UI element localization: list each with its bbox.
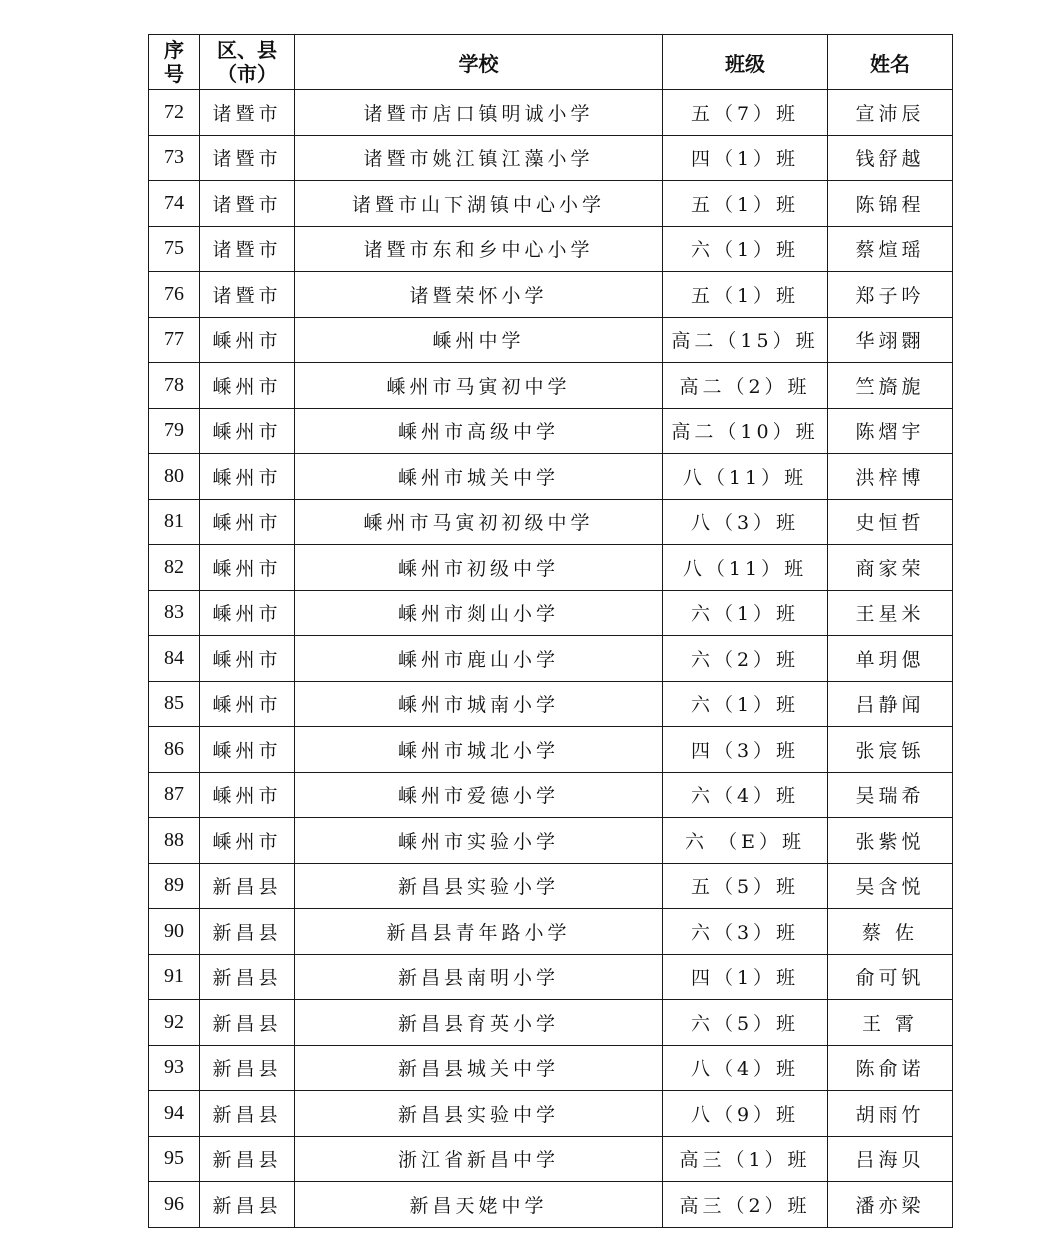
table-row xyxy=(149,1136,953,1182)
cell-district: 嵊州市 xyxy=(200,545,295,591)
cell-number: 83 xyxy=(149,590,200,636)
header-class: 班级 xyxy=(663,35,828,90)
cell-district: 嵊州市 xyxy=(200,681,295,727)
table-row xyxy=(149,1045,953,1091)
table-row xyxy=(149,681,953,727)
table-row xyxy=(149,818,953,864)
cell-number: 86 xyxy=(149,727,200,773)
cell-school: 新昌县城关中学 xyxy=(295,1045,663,1091)
cell-class: 六（1）班 xyxy=(663,590,828,636)
cell-district: 新昌县 xyxy=(200,954,295,1000)
cell-school: 嵊州市马寅初初级中学 xyxy=(295,499,663,545)
cell-name: 潘亦梁 xyxy=(828,1182,953,1228)
cell-number: 73 xyxy=(149,135,200,181)
cell-school: 嵊州市高级中学 xyxy=(295,408,663,454)
cell-name: 竺旖旎 xyxy=(828,363,953,409)
table-row xyxy=(149,1091,953,1137)
cell-district: 嵊州市 xyxy=(200,408,295,454)
cell-district: 嵊州市 xyxy=(200,499,295,545)
cell-class: 六（3）班 xyxy=(663,909,828,955)
cell-number: 96 xyxy=(149,1182,200,1228)
table-body xyxy=(149,90,953,1228)
cell-number: 90 xyxy=(149,909,200,955)
cell-district: 新昌县 xyxy=(200,1091,295,1137)
cell-number: 74 xyxy=(149,181,200,227)
cell-class: 六（1）班 xyxy=(663,226,828,272)
table-row xyxy=(149,1000,953,1046)
cell-name: 洪梓博 xyxy=(828,454,953,500)
cell-class: 五（1）班 xyxy=(663,272,828,318)
cell-district: 诸暨市 xyxy=(200,272,295,318)
cell-school: 诸暨市山下湖镇中心小学 xyxy=(295,181,663,227)
cell-number: 79 xyxy=(149,408,200,454)
cell-district: 嵊州市 xyxy=(200,772,295,818)
cell-school: 新昌县实验小学 xyxy=(295,863,663,909)
cell-name: 陈锦程 xyxy=(828,181,953,227)
cell-number: 82 xyxy=(149,545,200,591)
cell-school: 嵊州中学 xyxy=(295,317,663,363)
cell-number: 80 xyxy=(149,454,200,500)
table-row xyxy=(149,408,953,454)
cell-school: 新昌县南明小学 xyxy=(295,954,663,1000)
cell-name: 王 霄 xyxy=(828,1000,953,1046)
cell-number: 77 xyxy=(149,317,200,363)
cell-number: 78 xyxy=(149,363,200,409)
cell-school: 嵊州市城关中学 xyxy=(295,454,663,500)
table-row xyxy=(149,135,953,181)
cell-class: 六（1）班 xyxy=(663,681,828,727)
cell-name: 吕静闻 xyxy=(828,681,953,727)
cell-school: 新昌县育英小学 xyxy=(295,1000,663,1046)
cell-class: 八（4）班 xyxy=(663,1045,828,1091)
table-row xyxy=(149,1182,953,1228)
cell-class: 八（11）班 xyxy=(663,454,828,500)
cell-district: 诸暨市 xyxy=(200,135,295,181)
cell-name: 郑子吟 xyxy=(828,272,953,318)
cell-class: 高二（10）班 xyxy=(663,408,828,454)
cell-district: 诸暨市 xyxy=(200,181,295,227)
cell-district: 新昌县 xyxy=(200,909,295,955)
cell-number: 87 xyxy=(149,772,200,818)
cell-class: 六（5）班 xyxy=(663,1000,828,1046)
cell-class: 高二（15）班 xyxy=(663,317,828,363)
cell-number: 88 xyxy=(149,818,200,864)
cell-number: 89 xyxy=(149,863,200,909)
table-row xyxy=(149,954,953,1000)
cell-number: 94 xyxy=(149,1091,200,1137)
table-row xyxy=(149,226,953,272)
cell-school: 新昌天姥中学 xyxy=(295,1182,663,1228)
cell-name: 张宸铄 xyxy=(828,727,953,773)
cell-class: 八（3）班 xyxy=(663,499,828,545)
cell-name: 王星米 xyxy=(828,590,953,636)
header-row xyxy=(149,35,953,90)
table-row xyxy=(149,90,953,136)
cell-school: 嵊州市实验小学 xyxy=(295,818,663,864)
cell-number: 76 xyxy=(149,272,200,318)
cell-school: 嵊州市鹿山小学 xyxy=(295,636,663,682)
cell-class: 四（1）班 xyxy=(663,135,828,181)
cell-school: 诸暨荣怀小学 xyxy=(295,272,663,318)
table-row xyxy=(149,727,953,773)
cell-class: 高三（2）班 xyxy=(663,1182,828,1228)
cell-school: 诸暨市店口镇明诚小学 xyxy=(295,90,663,136)
cell-district: 新昌县 xyxy=(200,863,295,909)
cell-number: 84 xyxy=(149,636,200,682)
student-roster-table xyxy=(148,34,953,1228)
cell-district: 嵊州市 xyxy=(200,818,295,864)
cell-district: 诸暨市 xyxy=(200,90,295,136)
cell-name: 宣沛辰 xyxy=(828,90,953,136)
cell-name: 单玥偲 xyxy=(828,636,953,682)
cell-school: 新昌县青年路小学 xyxy=(295,909,663,955)
cell-name: 吴含悦 xyxy=(828,863,953,909)
cell-name: 张紫悦 xyxy=(828,818,953,864)
cell-number: 85 xyxy=(149,681,200,727)
cell-class: 四（3）班 xyxy=(663,727,828,773)
cell-class: 六（4）班 xyxy=(663,772,828,818)
cell-school: 嵊州市城南小学 xyxy=(295,681,663,727)
header-school: 学校 xyxy=(295,35,663,90)
table-row xyxy=(149,545,953,591)
cell-number: 93 xyxy=(149,1045,200,1091)
cell-class: 六 （E）班 xyxy=(663,818,828,864)
cell-school: 浙江省新昌中学 xyxy=(295,1136,663,1182)
cell-class: 高二（2）班 xyxy=(663,363,828,409)
table-row xyxy=(149,863,953,909)
cell-number: 72 xyxy=(149,90,200,136)
cell-name: 史恒哲 xyxy=(828,499,953,545)
cell-school: 新昌县实验中学 xyxy=(295,1091,663,1137)
header-district xyxy=(200,35,295,90)
cell-school: 嵊州市马寅初中学 xyxy=(295,363,663,409)
cell-class: 八（11）班 xyxy=(663,545,828,591)
cell-name: 蔡煊瑶 xyxy=(828,226,953,272)
cell-number: 92 xyxy=(149,1000,200,1046)
table-row xyxy=(149,590,953,636)
table-row xyxy=(149,772,953,818)
cell-name: 吕海贝 xyxy=(828,1136,953,1182)
cell-class: 八（9）班 xyxy=(663,1091,828,1137)
cell-district: 嵊州市 xyxy=(200,590,295,636)
table-row xyxy=(149,454,953,500)
cell-district: 嵊州市 xyxy=(200,727,295,773)
cell-district: 诸暨市 xyxy=(200,226,295,272)
header-name: 姓名 xyxy=(828,35,953,90)
cell-school: 嵊州市城北小学 xyxy=(295,727,663,773)
cell-name: 陈熠宇 xyxy=(828,408,953,454)
table-row xyxy=(149,909,953,955)
cell-district: 嵊州市 xyxy=(200,636,295,682)
cell-school: 诸暨市姚江镇江藻小学 xyxy=(295,135,663,181)
cell-name: 陈俞诺 xyxy=(828,1045,953,1091)
header-number xyxy=(149,35,200,90)
cell-name: 钱舒越 xyxy=(828,135,953,181)
cell-number: 81 xyxy=(149,499,200,545)
cell-school: 嵊州市剡山小学 xyxy=(295,590,663,636)
cell-number: 95 xyxy=(149,1136,200,1182)
table-row xyxy=(149,363,953,409)
cell-name: 吴瑞希 xyxy=(828,772,953,818)
header-number-line1: 序 xyxy=(164,38,184,62)
cell-school: 嵊州市爱德小学 xyxy=(295,772,663,818)
table-header xyxy=(149,35,953,90)
cell-name: 俞可钒 xyxy=(828,954,953,1000)
header-number-line2: 号 xyxy=(164,62,184,86)
table-row xyxy=(149,499,953,545)
cell-district: 嵊州市 xyxy=(200,363,295,409)
cell-class: 六（2）班 xyxy=(663,636,828,682)
cell-class: 五（5）班 xyxy=(663,863,828,909)
cell-class: 五（7）班 xyxy=(663,90,828,136)
cell-district: 嵊州市 xyxy=(200,317,295,363)
cell-name: 商家荣 xyxy=(828,545,953,591)
cell-district: 新昌县 xyxy=(200,1045,295,1091)
cell-name: 蔡 佐 xyxy=(828,909,953,955)
cell-school: 嵊州市初级中学 xyxy=(295,545,663,591)
table-row xyxy=(149,181,953,227)
table-row xyxy=(149,272,953,318)
cell-name: 胡雨竹 xyxy=(828,1091,953,1137)
cell-district: 嵊州市 xyxy=(200,454,295,500)
cell-district: 新昌县 xyxy=(200,1136,295,1182)
cell-class: 高三（1）班 xyxy=(663,1136,828,1182)
cell-number: 75 xyxy=(149,226,200,272)
cell-school: 诸暨市东和乡中心小学 xyxy=(295,226,663,272)
cell-number: 91 xyxy=(149,954,200,1000)
table-row xyxy=(149,636,953,682)
cell-district: 新昌县 xyxy=(200,1182,295,1228)
table-row xyxy=(149,317,953,363)
cell-name: 华翊翾 xyxy=(828,317,953,363)
header-district-line2: （市） xyxy=(217,62,277,86)
cell-class: 四（1）班 xyxy=(663,954,828,1000)
cell-class: 五（1）班 xyxy=(663,181,828,227)
cell-district: 新昌县 xyxy=(200,1000,295,1046)
header-district-line1: 区、县 xyxy=(217,38,277,62)
